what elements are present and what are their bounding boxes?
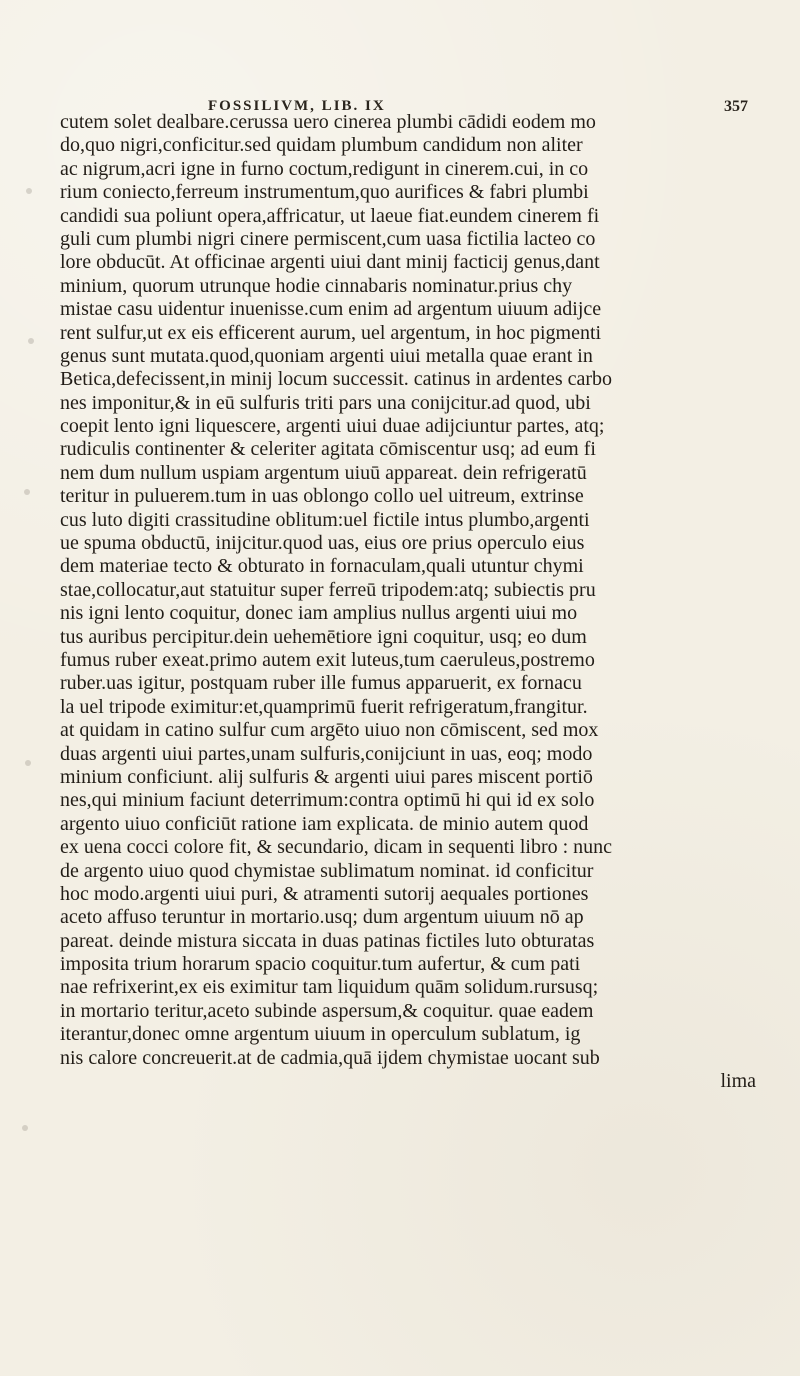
page-number: 357 xyxy=(724,98,748,115)
text-line: dem materiae tecto & obturato in fornaculam,quali utuntur chymi xyxy=(60,555,584,578)
text-line: ex uena cocci colore fit, & secundario, dicam in sequenti libro : nunc xyxy=(60,836,613,859)
text-line: ruber.uas igitur, postquam ruber ille fumus apparuerit, ex fornacu xyxy=(60,672,582,695)
text-line: nis calore concreuerit.at de cadmia,quā ijdem chymistae uocant sub xyxy=(60,1046,600,1069)
text-line: tus auribus percipitur.dein uehemētiore igni coquitur, usq; eo dum xyxy=(60,625,587,648)
text-line: imposita trium horarum spacio coquitur.tum aufertur, & cum pati xyxy=(60,953,581,976)
text-line: stae,collocatur,aut statuitur super ferreū tripodem:atq; subiectis pru xyxy=(60,578,596,601)
running-head: FOSSILIVM, LIB. IX xyxy=(208,98,386,114)
text-line: candidi sua poliunt opera,affricatur, ut laeue fiat.eundem cinerem fi xyxy=(60,204,600,227)
text-line: rent sulfur,ut ex eis efficerent aurum, uel argentum, in hoc pigmenti xyxy=(60,321,602,344)
margin-mark xyxy=(26,188,32,194)
text-line: nes,qui minium faciunt deterrimum:contra optimū hi qui id ex solo xyxy=(60,789,595,812)
margin-mark xyxy=(25,760,31,766)
text-line: at quidam in catino sulfur cum argēto uiuo non cōmiscent, sed mox xyxy=(60,719,599,742)
text-line: in mortario teritur,aceto subinde aspersum,& coquitur. quae eadem xyxy=(60,999,594,1022)
text-line: minium, quorum utrunque hodie cinnabaris nominatur.prius chy xyxy=(60,274,573,297)
text-line: lore obducūt. At officinae argenti uiui dant minij facticij genus,dant xyxy=(60,251,600,274)
text-line: argento uiuo conficiūt ratione iam explicata. de minio autem quod xyxy=(60,812,589,835)
text-line: do,quo nigri,conficitur.sed quidam plumbum candidum non aliter xyxy=(60,134,583,157)
text-line: teritur in puluerem.tum in uas oblongo collo uel uitreum, extrinse xyxy=(60,485,584,508)
text-line: Betica,defecissent,in minij locum successit. catinus in ardentes carbo xyxy=(60,368,613,391)
text-line: nes imponitur,& in eū sulfuris triti pars una conijcitur.ad quod, ubi xyxy=(60,391,591,414)
text-line: aceto affuso teruntur in mortario.usq; dum argentum uiuum nō ap xyxy=(60,906,584,929)
text-line: nae refrixerint,ex eis eximitur tam liquidum quām solidum.rursusq; xyxy=(60,976,599,999)
body-text xyxy=(60,111,756,1093)
text-line: genus sunt mutata.quod,quoniam argenti uiui metalla quae erant in xyxy=(60,344,593,367)
text-line: guli cum plumbi nigri cinere permiscent,cum uasa fictilia lacteo co xyxy=(60,227,596,250)
text-line: cutem solet dealbare.cerussa uero cinerea plumbi cādidi eodem mo xyxy=(60,111,596,133)
text-line: lima xyxy=(720,1070,756,1093)
margin-mark xyxy=(22,1125,28,1131)
text-line: fumus ruber exeat.primo autem exit luteus,tum caeruleus,postremo xyxy=(60,648,595,671)
text-line: iterantur,donec omne argentum uiuum in operculum sublatum, ig xyxy=(60,1023,581,1046)
text-line: mistae casu uidentur inuenisse.cum enim ad argentum uiuum adijce xyxy=(60,298,602,321)
text-line: nem dum nullum uspiam argentum uiuū appareat. dein refrigeratū xyxy=(60,461,587,484)
text-line: minium conficiunt. alij sulfuris & argenti uiui pares miscent portiō xyxy=(60,765,593,788)
margin-mark xyxy=(24,489,30,495)
text-line: de argento uiuo quod chymistae sublimatum nominat. id conficitur xyxy=(60,859,594,882)
text-line: hoc modo.argenti uiui puri, & atramenti sutorij aequales portiones xyxy=(60,882,589,905)
text-line: pareat. deinde mistura siccata in duas patinas fictiles luto obturatas xyxy=(60,929,595,952)
text-line: rudiculis continenter & celeriter agitata cōmiscentur usq; ad eum fi xyxy=(60,438,596,461)
text-line: nis igni lento coquitur, donec iam amplius nullus argenti uiui mo xyxy=(60,602,578,625)
margin-mark xyxy=(28,338,34,344)
text-line: ue spuma obductū, inijcitur.quod uas, eius ore prius operculo eius xyxy=(60,532,585,555)
text-line: duas argenti uiui partes,unam sulfuris,conijciunt in uas, eoq; modo xyxy=(60,742,593,765)
text-line: cus luto digiti crassitudine oblitum:uel fictile intus plumbo,argenti xyxy=(60,508,590,531)
text-line: coepit lento igni liquescere, argenti uiui duae adijciuntur partes, atq; xyxy=(60,415,605,438)
text-line: rium coniecto,ferreum instrumentum,quo aurifices & fabri plumbi xyxy=(60,181,589,204)
text-line: ac nigrum,acri igne in furno coctum,redigunt in cinerem.cui, in co xyxy=(60,157,589,180)
text-line: la uel tripode eximitur:et,quamprimū fuerit refrigeratum,frangitur. xyxy=(60,695,588,718)
